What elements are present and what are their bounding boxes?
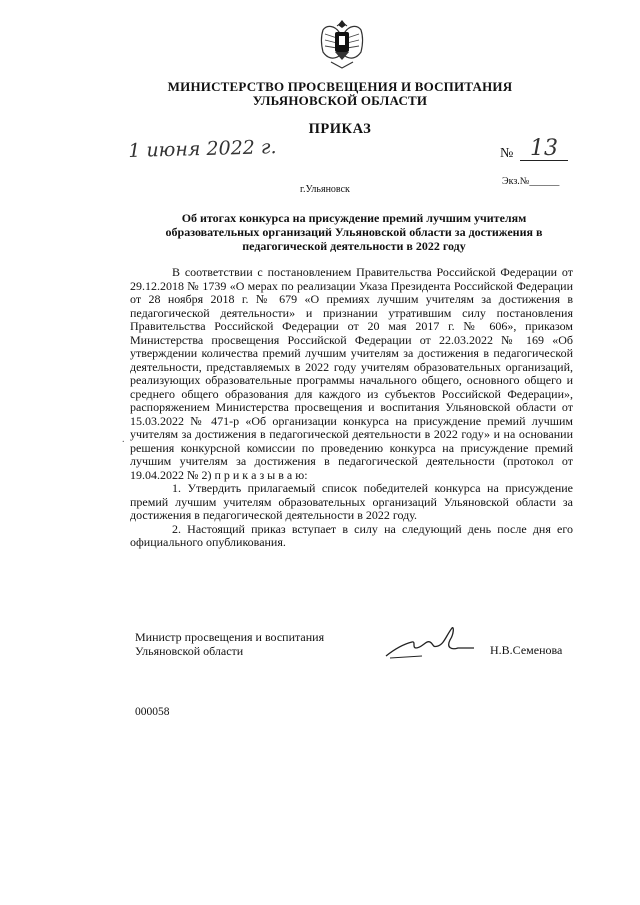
signer-position xyxy=(135,630,324,658)
order-subject-line3: педагогической деятельности в 2022 году xyxy=(242,239,466,253)
order-number-handwritten: 13 xyxy=(530,136,558,161)
document-code: 000058 xyxy=(135,706,170,718)
signer-position-line1: Министр просвещения и воспитания xyxy=(135,630,325,644)
body-paragraph-item1: 1. Утвердить прилагаемый список победителей конкурса на присуждение премий лучшим учителям образовательных организаций Ульяновской области за достижения в педагогической деятельности в 2022 году. xyxy=(130,481,573,522)
order-subject-line1: Об итогах конкурса на присуждение премий лучшим учителям xyxy=(181,211,527,225)
copy-number-label: Экз.№______ xyxy=(502,176,560,187)
ministry-name-line2: УЛЬЯНОВСКОЙ ОБЛАСТИ xyxy=(252,93,428,108)
body-paragraph-item2: 2. Настоящий приказ вступает в силу на следующий день после дня его официального опубликования. xyxy=(130,521,573,549)
order-subject-line2: образовательных организаций Ульяновской области за достижения в xyxy=(165,225,543,239)
order-title: ПРИКАЗ xyxy=(308,121,372,137)
order-number-label: № xyxy=(500,146,514,161)
ministry-name-line1: МИНИСТЕРСТВО ПРОСВЕЩЕНИЯ И ВОСПИТАНИЯ xyxy=(167,79,513,94)
order-number-underline xyxy=(520,160,568,161)
handwritten-signature xyxy=(382,618,478,664)
city-label: г.Ульяновск xyxy=(300,184,350,195)
body-paragraph-preamble: В соответствии с постановлением Правительства Российской Федерации от 29.12.2018 № 1739 «О мерах по реализации Указа Президента Российской Федерации от 28 ноября 2018 г. № 679 «О премиях лучшим учителям за достижения в педагогической деятельности» и признании утратившим силу постановления Правительства Российской Федерации от 20 мая 2017 г. № 606», приказом Министерства просвещения Российской Федерации от 22.03.2022 № 169 «Об утверждении количества премий лучшим учителям за достижения в педагогической деятельности, представляемых в 2022 году учителям образовательных организаций, реализующих образовательные программы начального общего, основного общего и среднего общего образования для каждого из субъектов Российской Федерации», распоряжением Министерства просвещения и воспитания Ульяновской области от 15.03.2022 № 471-р «Об организации конкурса на присуждение премий лучшим учителям за достижения в педагогической деятельности в 2022 году» и на основании решения конкурсной комиссии по проведению конкурса на присуждение премий лучшим учителям за достижения в педагогической деятельности (протокол от 19.04.2022 № 2) п р и к а з ы в а ю: xyxy=(130,265,573,482)
signer-name: Н.В.Семенова xyxy=(490,643,563,657)
coat-of-arms-emblem xyxy=(317,16,367,72)
order-subject xyxy=(150,211,558,253)
ministry-name xyxy=(130,80,550,108)
signer-position-line2: Ульяновской области xyxy=(135,644,244,658)
order-date-handwritten: 1 июня 2022 г. xyxy=(128,136,277,162)
order-body xyxy=(130,266,573,550)
margin-mark: . xyxy=(122,434,125,445)
